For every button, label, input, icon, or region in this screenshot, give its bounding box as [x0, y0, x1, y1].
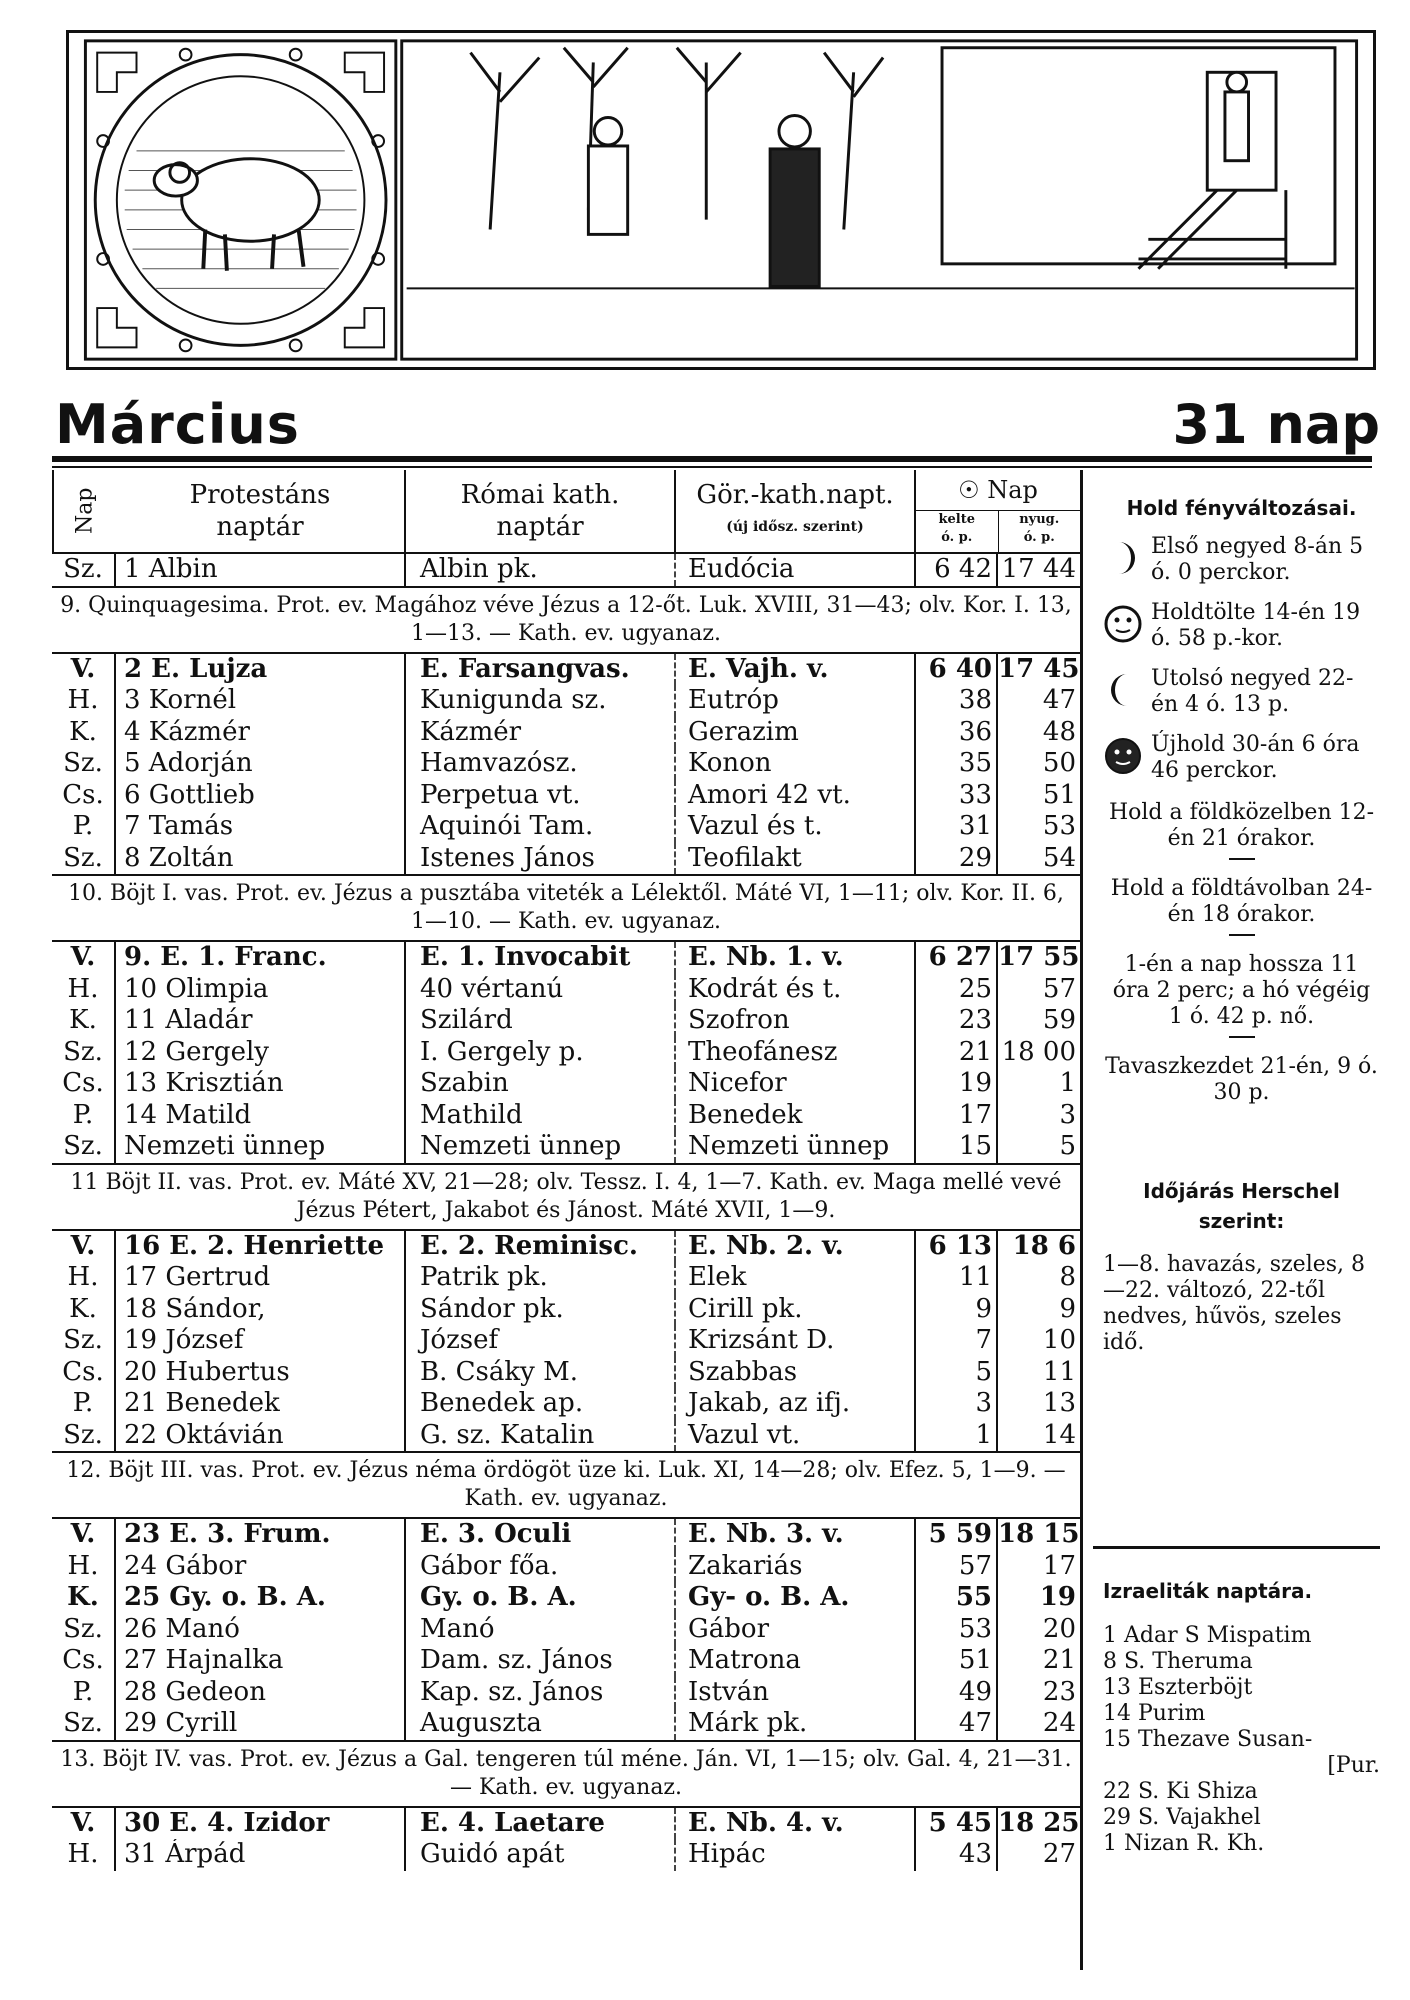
- calendar-table: [52, 470, 1080, 1871]
- greek-name: Szabbas: [676, 1357, 916, 1389]
- table-row: [52, 1839, 1080, 1871]
- table-row: [52, 1325, 1080, 1357]
- sunrise-time: 15: [916, 1131, 998, 1163]
- col-header-roman-line2: naptár: [496, 512, 584, 542]
- roman-name: Manó: [406, 1614, 676, 1646]
- sun-subheaders: [916, 511, 1080, 552]
- day-abbrev: V.: [52, 654, 116, 686]
- moon-phase-item: [1103, 534, 1380, 586]
- sunrise-time: 5: [916, 1357, 998, 1389]
- sunrise-time: 25: [916, 974, 998, 1006]
- col-header-greek-line1: Gör.-kath.napt.: [696, 480, 894, 510]
- sun-rise-unit: ó. p.: [941, 530, 973, 545]
- day-abbrev: Sz.: [52, 1037, 116, 1069]
- protestant-name: 25 Gy. o. B. A.: [116, 1582, 406, 1614]
- protestant-name: 11 Aladár: [116, 1005, 406, 1037]
- sunset-time: 11: [1042, 1356, 1076, 1387]
- day-abbrev: Sz.: [52, 554, 116, 586]
- greek-name: Theofánesz: [676, 1037, 916, 1069]
- roman-name: Szilárd: [406, 1005, 676, 1037]
- greek-name: Jakab, az ifj.: [676, 1388, 916, 1420]
- illustration-graphic: [69, 33, 1373, 367]
- header-illustration: [66, 30, 1376, 370]
- col-header-roman: [406, 470, 676, 552]
- greek-name: E. Nb. 1. v.: [676, 942, 916, 974]
- sun-header-title: ☉ Nap: [916, 470, 1080, 511]
- day-abbrev: V.: [52, 1519, 116, 1551]
- moon-phase-item: [1103, 600, 1380, 652]
- protestant-name: 21 Benedek: [116, 1388, 406, 1420]
- sunrise-time: 53: [916, 1614, 998, 1646]
- israel-calendar-item: 14 Purim: [1103, 1701, 1206, 1726]
- israel-calendar-item: 22 S. Ki Shiza: [1103, 1779, 1258, 1804]
- roman-name: E. Farsangvas.: [406, 654, 676, 686]
- protestant-name: 19 József: [116, 1325, 406, 1357]
- day-abbrev: Cs.: [52, 1357, 116, 1389]
- protestant-name: 23 E. 3. Frum.: [116, 1519, 406, 1551]
- sunrise-time: 7: [916, 1325, 998, 1357]
- sunset-time: 21: [1042, 1645, 1076, 1675]
- day-abbrev: Cs.: [52, 1068, 116, 1100]
- day-abbrev: Sz.: [52, 1614, 116, 1646]
- sunset-time: 17 45: [998, 653, 1080, 684]
- table-row: [52, 1582, 1080, 1614]
- protestant-name: 31 Árpád: [116, 1839, 406, 1871]
- table-row: [52, 1037, 1080, 1069]
- protestant-name: 20 Hubertus: [116, 1357, 406, 1389]
- table-row: [52, 554, 1080, 586]
- israel-calendar-item: [Pur.: [1327, 1753, 1380, 1778]
- sidebar-rule: [1093, 1546, 1380, 1549]
- protestant-name: 16 E. 2. Henriette: [116, 1231, 406, 1263]
- protestant-name: 27 Hajnalka: [116, 1645, 406, 1677]
- roman-name: József: [406, 1325, 676, 1357]
- day-abbrev: H.: [52, 1551, 116, 1583]
- sun-set-header: [999, 511, 1081, 552]
- day-abbrev: Sz.: [52, 1131, 116, 1163]
- protestant-name: 14 Matild: [116, 1100, 406, 1132]
- sunset-time: 1: [1059, 1068, 1076, 1098]
- greek-name: Márk pk.: [676, 1708, 916, 1740]
- table-body: [52, 554, 1080, 1871]
- sunset-time: 8: [1059, 1262, 1076, 1292]
- sunset-time: 23: [1042, 1676, 1076, 1707]
- month-title: Március: [55, 393, 300, 456]
- sunrise-time: 6 40: [916, 654, 998, 686]
- table-row: [52, 748, 1080, 780]
- day-abbrev: Sz.: [52, 843, 116, 875]
- table-header: [52, 470, 1080, 554]
- israel-calendar-item: 1 Nizan R. Kh.: [1103, 1831, 1265, 1856]
- roman-name: Kunigunda sz.: [406, 685, 676, 717]
- table-row: [52, 974, 1080, 1006]
- roman-name: E. 1. Invocabit: [406, 942, 676, 974]
- sunrise-time: 19: [916, 1068, 998, 1100]
- israel-calendar-item: 1 Adar S Mispatim: [1103, 1623, 1312, 1648]
- table-row: [52, 843, 1080, 875]
- protestant-name: 3 Kornél: [116, 685, 406, 717]
- moon-phase-item: [1103, 666, 1380, 718]
- greek-name: Eudócia: [676, 554, 916, 586]
- protestant-name: 28 Gedeon: [116, 1677, 406, 1709]
- roman-name: Istenes János: [406, 843, 676, 875]
- sunrise-time: 21: [916, 1037, 998, 1069]
- roman-name: Albin pk.: [406, 554, 676, 586]
- sunrise-time: 3: [916, 1388, 998, 1420]
- protestant-name: 9. E. 1. Franc.: [116, 942, 406, 974]
- sunset-time: 9: [1059, 1293, 1076, 1324]
- full-moon-icon: [1103, 600, 1151, 651]
- roman-name: Kap. sz. János: [406, 1677, 676, 1709]
- protestant-name: 4 Kázmér: [116, 717, 406, 749]
- moon-phase-item: [1103, 732, 1380, 784]
- day-abbrev: P.: [52, 1100, 116, 1132]
- roman-name: 40 vértanú: [406, 974, 676, 1006]
- col-header-protestant-line1: Protestáns: [189, 480, 331, 510]
- sunrise-time: 9: [916, 1294, 998, 1326]
- weather-title: Időjárás Herschel szerint:: [1143, 1179, 1340, 1233]
- sunset-time: 17: [1042, 1550, 1076, 1581]
- sunset-time: 14: [1042, 1419, 1076, 1450]
- sunrise-time: 47: [916, 1708, 998, 1740]
- greek-name: E. Nb. 4. v.: [676, 1808, 916, 1840]
- greek-name: E. Nb. 3. v.: [676, 1519, 916, 1551]
- sunrise-time: 49: [916, 1677, 998, 1709]
- col-header-protestant-line2: naptár: [216, 512, 304, 542]
- protestant-name: Nemzeti ünnep: [116, 1131, 406, 1163]
- roman-name: Nemzeti ünnep: [406, 1131, 676, 1163]
- roman-name: Mathild: [406, 1100, 676, 1132]
- day-abbrev: Sz.: [52, 1420, 116, 1452]
- sunset-time: 13: [1042, 1388, 1076, 1418]
- protestant-name: 8 Zoltán: [116, 843, 406, 875]
- day-abbrev: Sz.: [52, 748, 116, 780]
- sun-set-label: nyug.: [1019, 512, 1060, 527]
- israel-calendar-title: Izraeliták naptára.: [1103, 1579, 1313, 1603]
- greek-name: Matrona: [676, 1645, 916, 1677]
- sidebar: [1080, 470, 1380, 1970]
- table-row: [52, 942, 1080, 974]
- sunrise-time: 55: [916, 1582, 998, 1614]
- sunset-time: 53: [1042, 811, 1076, 841]
- sunday-gospel-note: 12. Böjt III. vas. Prot. ev. Jézus néma ördögöt üze ki. Luk. XI, 14—28; olv. Efez. 5, 1—9. — Kath. ev. ugyanaz.: [52, 1451, 1080, 1519]
- sunrise-time: 1: [916, 1420, 998, 1452]
- table-row: [52, 1388, 1080, 1420]
- israel-calendar-list: [1103, 1623, 1380, 1857]
- table-row: [52, 1808, 1080, 1840]
- table-row: [52, 1645, 1080, 1677]
- greek-name: Cirill pk.: [676, 1294, 916, 1326]
- sunset-time: 24: [1042, 1708, 1076, 1738]
- protestant-name: 18 Sándor,: [116, 1294, 406, 1326]
- roman-name: Szabin: [406, 1068, 676, 1100]
- sunrise-time: 6 27: [916, 942, 998, 974]
- moon-phases-list: [1103, 534, 1380, 784]
- greek-name: Kodrát és t.: [676, 974, 916, 1006]
- greek-name: Krizsánt D.: [676, 1325, 916, 1357]
- greek-name: Amori 42 vt.: [676, 780, 916, 812]
- sunrise-time: 5 45: [916, 1808, 998, 1840]
- sunset-time: 18 00: [1001, 1036, 1076, 1067]
- day-abbrev: V.: [52, 942, 116, 974]
- sunrise-time: 35: [916, 748, 998, 780]
- table-row: [52, 1519, 1080, 1551]
- roman-name: Guidó apát: [406, 1839, 676, 1871]
- table-row: [52, 685, 1080, 717]
- sunrise-time: 6 42: [916, 554, 998, 586]
- day-abbrev: K.: [52, 1582, 116, 1614]
- table-row: [52, 1231, 1080, 1263]
- roman-name: E. 2. Reminisc.: [406, 1231, 676, 1263]
- table-row: [52, 1708, 1080, 1740]
- day-abbrev: H.: [52, 974, 116, 1006]
- protestant-name: 17 Gertrud: [116, 1262, 406, 1294]
- greek-name: Teofilakt: [676, 843, 916, 875]
- sunset-time: 20: [1042, 1613, 1076, 1644]
- sunrise-time: 33: [916, 780, 998, 812]
- day-abbrev: H.: [52, 685, 116, 717]
- day-abbrev: H.: [52, 1839, 116, 1871]
- protestant-name: 1 Albin: [116, 554, 406, 586]
- roman-name: Kázmér: [406, 717, 676, 749]
- divider: [1229, 858, 1255, 860]
- israel-calendar-item: 29 S. Vajakhel: [1103, 1805, 1261, 1830]
- protestant-name: 26 Manó: [116, 1614, 406, 1646]
- day-abbrev: K.: [52, 717, 116, 749]
- table-row: [52, 1420, 1080, 1452]
- israel-calendar-item: 8 S. Theruma: [1103, 1649, 1253, 1674]
- sunset-time: 18 25: [998, 1807, 1080, 1838]
- col-header-greek: [676, 470, 916, 552]
- daylength-note: 1-én a nap hossza 11 óra 2 perc; a hó végéig 1 ó. 42 p. nő.: [1112, 952, 1371, 1029]
- col-header-protestant: [116, 470, 406, 552]
- greek-name: Nemzeti ünnep: [676, 1131, 916, 1163]
- table-row: [52, 1294, 1080, 1326]
- moon-phase-text: Utolsó negyed 22-én 4 ó. 13 p.: [1151, 666, 1354, 717]
- day-abbrev: P.: [52, 811, 116, 843]
- moon-phase-text: Újhold 30-án 6 óra 46 perckor.: [1151, 732, 1360, 783]
- protestant-name: 5 Adorján: [116, 748, 406, 780]
- header-rule-thin: [52, 466, 1372, 468]
- sunset-time: 19: [1039, 1582, 1076, 1612]
- day-abbrev: K.: [52, 1005, 116, 1037]
- sunset-time: 18 15: [998, 1519, 1080, 1549]
- roman-name: E. 4. Laetare: [406, 1808, 676, 1840]
- table-row: [52, 1068, 1080, 1100]
- protestant-name: 7 Tamás: [116, 811, 406, 843]
- day-abbrev: Cs.: [52, 1645, 116, 1677]
- first-quarter-moon-icon: [1103, 534, 1151, 585]
- sunday-gospel-note: 10. Böjt I. vas. Prot. ev. Jézus a pusztába viteték a Lélektől. Máté VI, 1—11; olv. Kor. II. 6, 1—10. — Kath. ev. ugyanaz.: [52, 874, 1080, 942]
- table-row: [52, 811, 1080, 843]
- col-header-day: Nap: [52, 470, 116, 552]
- roman-name: I. Gergely p.: [406, 1037, 676, 1069]
- table-row: [52, 717, 1080, 749]
- day-abbrev: V.: [52, 1808, 116, 1840]
- sunrise-time: 11: [916, 1262, 998, 1294]
- moon-phase-text: Holdtölte 14-én 19 ó. 58 p.-kor.: [1151, 600, 1361, 651]
- roman-name: Sándor pk.: [406, 1294, 676, 1326]
- greek-name: Vazul és t.: [676, 811, 916, 843]
- israel-calendar-item: 13 Eszterböjt: [1103, 1675, 1253, 1700]
- sunrise-time: 36: [916, 717, 998, 749]
- protestant-name: 29 Cyrill: [116, 1708, 406, 1740]
- roman-name: Patrik pk.: [406, 1262, 676, 1294]
- col-header-sun: [916, 470, 1080, 552]
- sunrise-time: 43: [916, 1839, 998, 1871]
- roman-name: Auguszta: [406, 1708, 676, 1740]
- sunset-time: 17 44: [1001, 554, 1076, 584]
- sunrise-time: 57: [916, 1551, 998, 1583]
- israel-calendar-item: 15 Thezave Susan-: [1103, 1727, 1313, 1752]
- greek-name: E. Nb. 2. v.: [676, 1231, 916, 1263]
- sunset-time: 3: [1059, 1099, 1076, 1130]
- divider: [1229, 934, 1255, 936]
- sunset-time: 48: [1042, 716, 1076, 747]
- sunrise-time: 29: [916, 843, 998, 875]
- header-rule-thick: [52, 456, 1372, 462]
- sunset-time: 51: [1042, 779, 1076, 810]
- moon-phase-text: Első negyed 8-án 5 ó. 0 perckor.: [1151, 534, 1364, 585]
- protestant-name: 6 Gottlieb: [116, 780, 406, 812]
- sunrise-time: 5 59: [916, 1519, 998, 1551]
- greek-name: E. Vajh. v.: [676, 654, 916, 686]
- sunset-time: 17 55: [998, 942, 1080, 972]
- greek-name: Nicefor: [676, 1068, 916, 1100]
- table-row: [52, 654, 1080, 686]
- roman-name: Benedek ap.: [406, 1388, 676, 1420]
- sun-set-unit: ó. p.: [1023, 530, 1055, 545]
- sunset-time: 57: [1042, 973, 1076, 1004]
- roman-name: Hamvazósz.: [406, 748, 676, 780]
- roman-name: Perpetua vt.: [406, 780, 676, 812]
- sunrise-time: 17: [916, 1100, 998, 1132]
- sunrise-time: 23: [916, 1005, 998, 1037]
- roman-name: Dam. sz. János: [406, 1645, 676, 1677]
- protestant-name: 24 Gábor: [116, 1551, 406, 1583]
- apogee-note: Hold a földtávolban 24-én 18 órakor.: [1110, 876, 1373, 927]
- divider: [1229, 1036, 1255, 1038]
- greek-name: Eutróp: [676, 685, 916, 717]
- sun-rise-label: kelte: [938, 512, 975, 527]
- table-row: [52, 1677, 1080, 1709]
- protestant-name: 22 Oktávián: [116, 1420, 406, 1452]
- perigee-note: Hold a földközelben 12-én 21 órakor.: [1108, 800, 1375, 851]
- sun-header-label: Nap: [987, 476, 1038, 504]
- sunset-time: 10: [1042, 1325, 1076, 1355]
- col-header-greek-line2: (új idősz. szerint): [726, 519, 864, 535]
- roman-name: Aquinói Tam.: [406, 811, 676, 843]
- greek-name: Zakariás: [676, 1551, 916, 1583]
- sunset-time: 27: [1042, 1839, 1076, 1869]
- protestant-name: 12 Gergely: [116, 1037, 406, 1069]
- roman-name: Gy. o. B. A.: [406, 1582, 676, 1614]
- day-abbrev: P.: [52, 1388, 116, 1420]
- sunset-time: 59: [1042, 1005, 1076, 1035]
- new-moon-icon: [1103, 732, 1151, 783]
- sunset-time: 18 6: [1012, 1230, 1076, 1261]
- sun-rise-header: [916, 511, 999, 552]
- protestant-name: 13 Krisztián: [116, 1068, 406, 1100]
- sunday-gospel-note: 13. Böjt IV. vas. Prot. ev. Jézus a Gal. tengeren túl méne. Ján. VI, 1—15; olv. Gal. 4, 21—31. — Kath. ev. ugyanaz.: [52, 1740, 1080, 1808]
- roman-name: E. 3. Oculi: [406, 1519, 676, 1551]
- moon-phases-title: Hold fényváltozásai.: [1126, 496, 1357, 520]
- spring-note: Tavaszkezdet 21-én, 9 ó. 30 p.: [1105, 1054, 1378, 1105]
- day-abbrev: P.: [52, 1677, 116, 1709]
- sunday-gospel-note: 9. Quinquagesima. Prot. ev. Magához véve Jézus a 12-őt. Luk. XVIII, 31—43; olv. Kor. I. 13, 1—13. — Kath. ev. ugyanaz.: [52, 586, 1080, 654]
- roman-name: Gábor főa.: [406, 1551, 676, 1583]
- day-abbrev: Sz.: [52, 1325, 116, 1357]
- sunset-time: 50: [1042, 748, 1076, 778]
- greek-name: Benedek: [676, 1100, 916, 1132]
- table-row: [52, 1262, 1080, 1294]
- greek-name: Konon: [676, 748, 916, 780]
- day-abbrev: Sz.: [52, 1708, 116, 1740]
- day-abbrev: Cs.: [52, 780, 116, 812]
- sunrise-time: 38: [916, 685, 998, 717]
- sunset-time: 5: [1059, 1131, 1076, 1161]
- protestant-name: 10 Olimpia: [116, 974, 406, 1006]
- table-row: [52, 1551, 1080, 1583]
- greek-name: Gy- o. B. A.: [676, 1582, 916, 1614]
- greek-name: Szofron: [676, 1005, 916, 1037]
- greek-name: Elek: [676, 1262, 916, 1294]
- table-row: [52, 1131, 1080, 1163]
- sunset-time: 54: [1042, 842, 1076, 873]
- day-abbrev: V.: [52, 1231, 116, 1263]
- last-quarter-moon-icon: [1103, 666, 1151, 717]
- protestant-name: 2 E. Lujza: [116, 654, 406, 686]
- sunrise-time: 31: [916, 811, 998, 843]
- greek-name: István: [676, 1677, 916, 1709]
- greek-name: Gerazim: [676, 717, 916, 749]
- sunday-gospel-note: 11 Böjt II. vas. Prot. ev. Máté XV, 21—28; olv. Tessz. I. 4, 1—7. Kath. ev. Maga mellé vevé Jézus Pétert, Jakabot és Jánost. Máté XVII, 1—9.: [52, 1163, 1080, 1231]
- greek-name: Vazul vt.: [676, 1420, 916, 1452]
- day-abbrev: K.: [52, 1294, 116, 1326]
- greek-name: Hipác: [676, 1839, 916, 1871]
- table-row: [52, 1614, 1080, 1646]
- table-row: [52, 1005, 1080, 1037]
- roman-name: B. Csáky M.: [406, 1357, 676, 1389]
- sunrise-time: 51: [916, 1645, 998, 1677]
- table-row: [52, 780, 1080, 812]
- col-header-roman-line1: Római kath.: [460, 480, 620, 510]
- table-row: [52, 1100, 1080, 1132]
- weather-text: 1—8. havazás, szeles, 8—22. változó, 22-től nedves, hűvös, szeles idő.: [1103, 1252, 1366, 1355]
- days-count: 31 nap: [1172, 393, 1380, 456]
- sunset-time: 47: [1042, 685, 1076, 715]
- day-abbrev: H.: [52, 1262, 116, 1294]
- greek-name: Gábor: [676, 1614, 916, 1646]
- protestant-name: 30 E. 4. Izidor: [116, 1808, 406, 1840]
- table-row: [52, 1357, 1080, 1389]
- sunrise-time: 6 13: [916, 1231, 998, 1263]
- roman-name: G. sz. Katalin: [406, 1420, 676, 1452]
